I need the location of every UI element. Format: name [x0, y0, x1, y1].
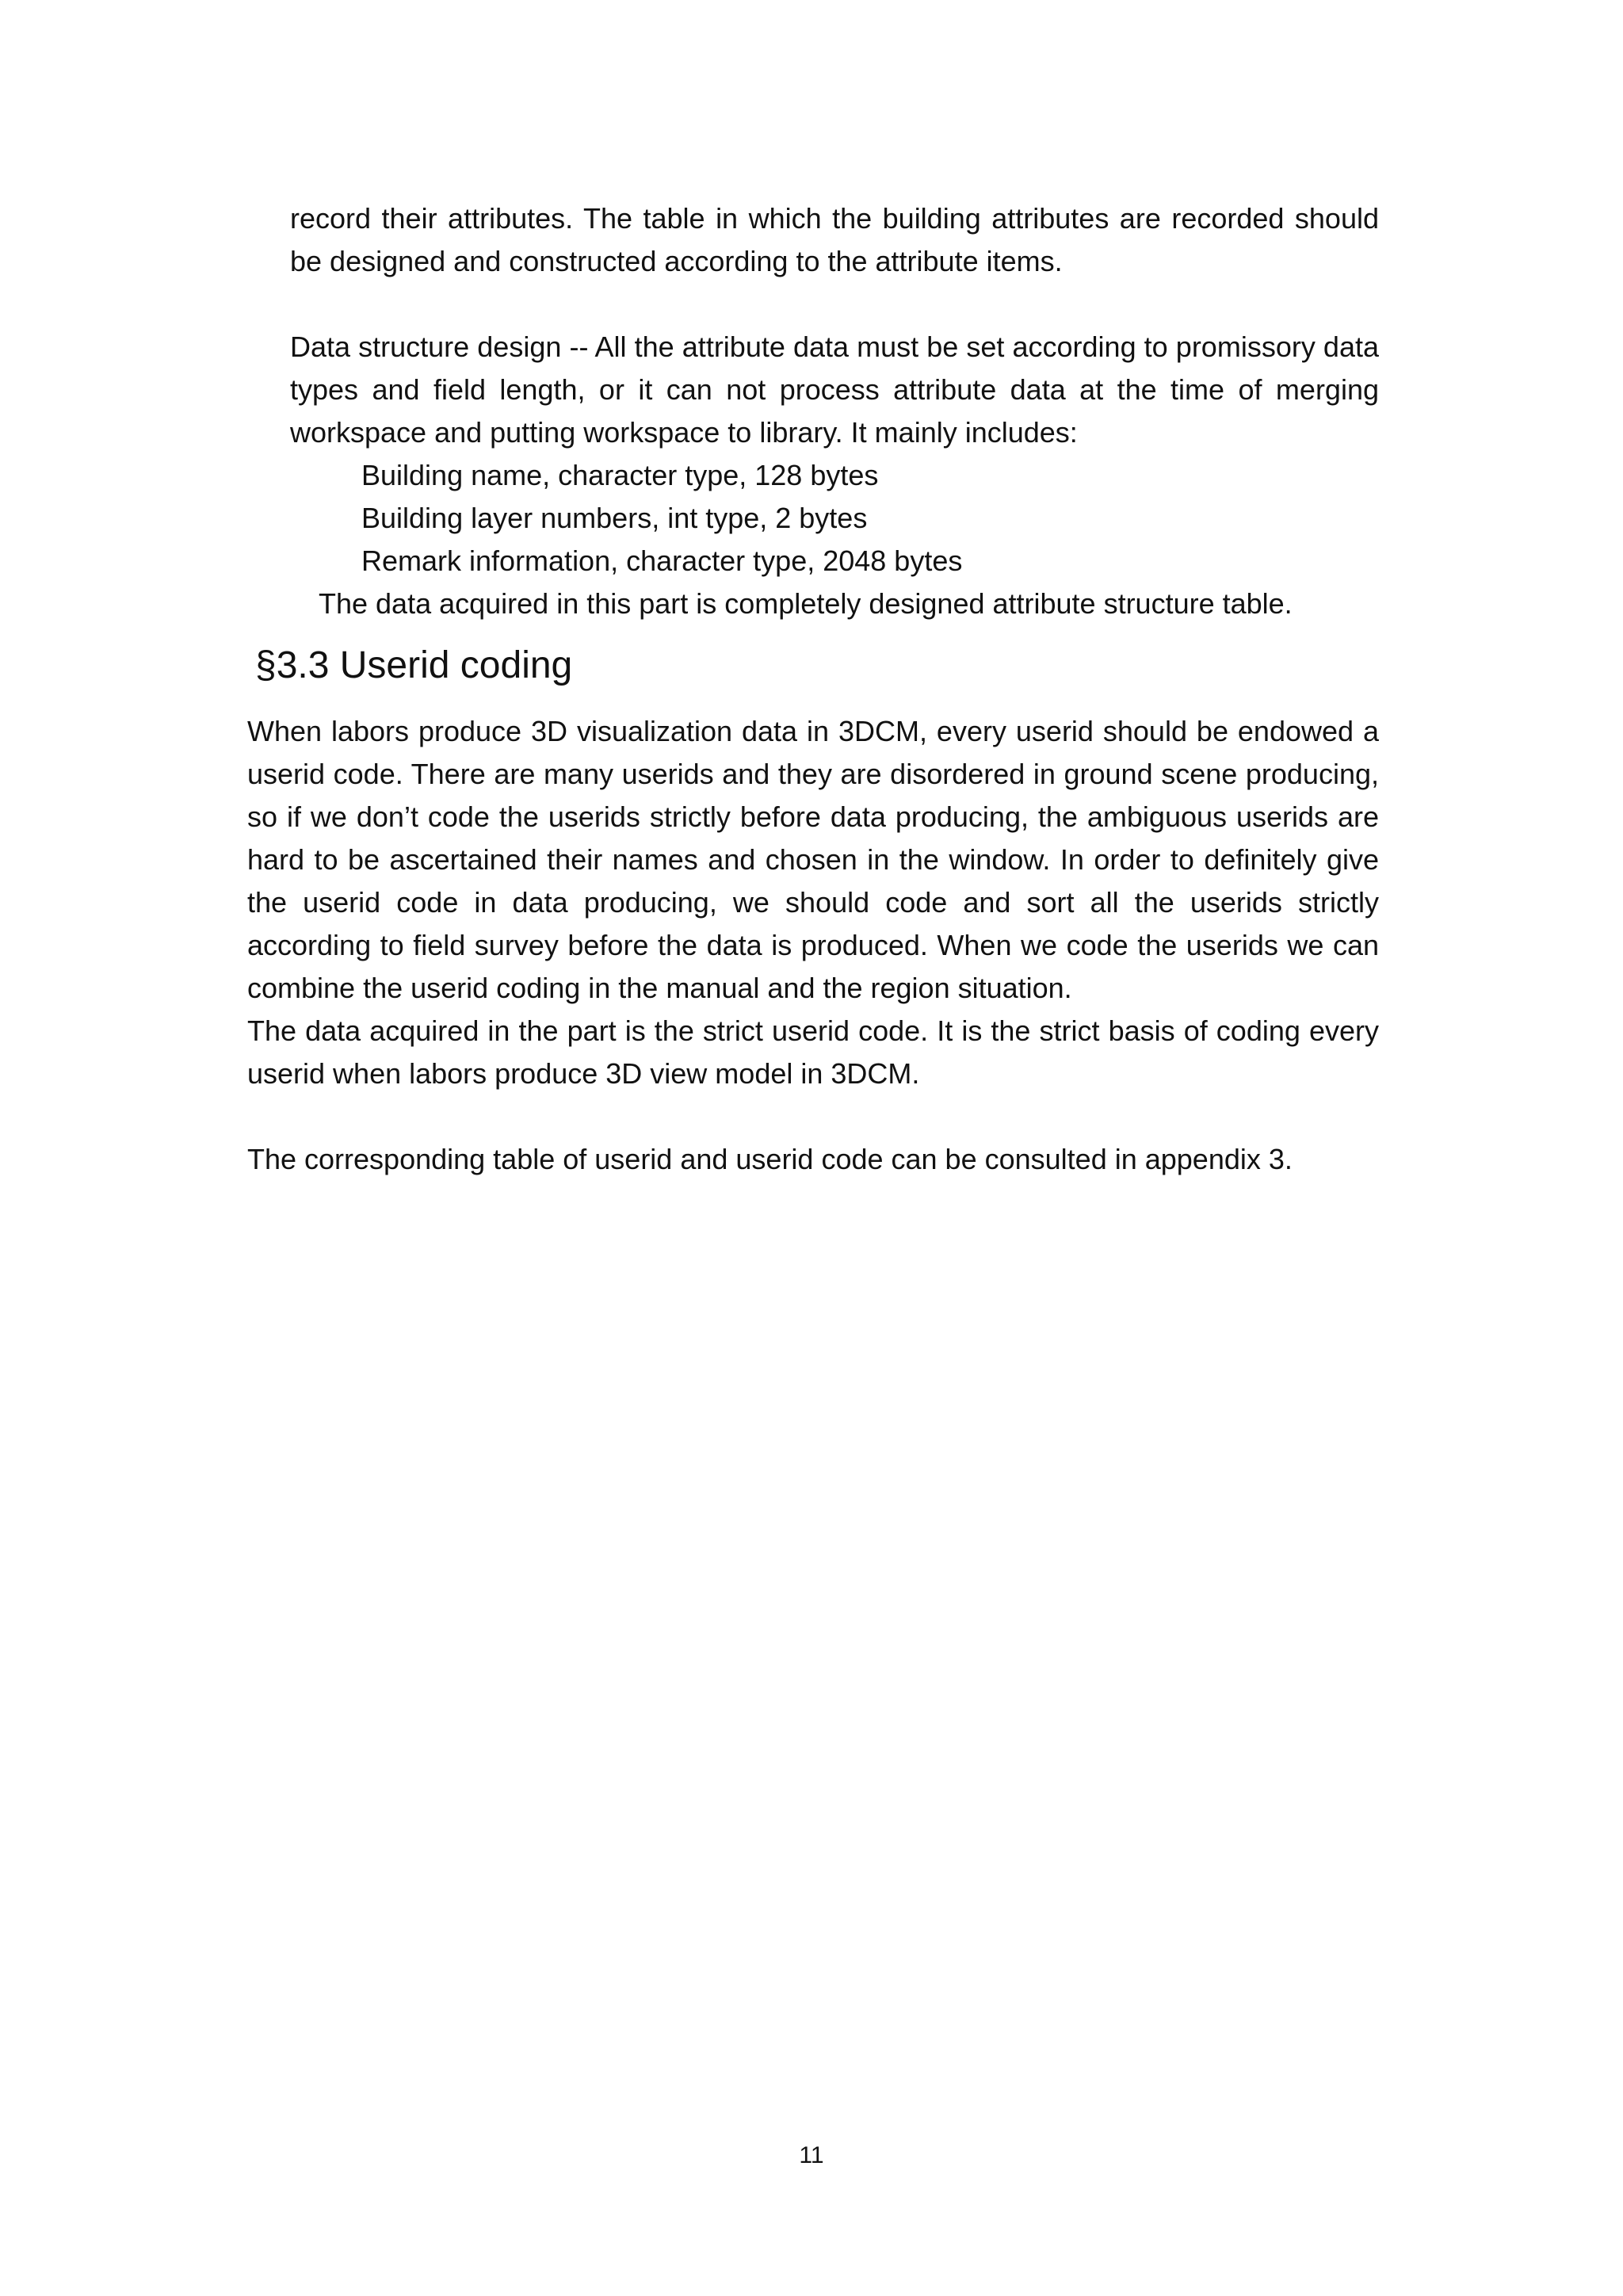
section-heading: §3.3 Userid coding: [255, 644, 573, 686]
userid-paragraph-2-text: The data acquired in the part is the strict userid code. It is the strict basis of coding every userid when labors produce 3D view model in 3DCM.: [247, 1014, 1379, 1090]
userid-paragraph-1: [247, 710, 1379, 1010]
userid-paragraph-2: [247, 1010, 1379, 1095]
appendix-note: [247, 1138, 1436, 1181]
data-structure-paragraph-text: Data structure design -- All the attribute data must be set according to promissory data types and field length, or it can not process attribute data at the time of merging workspace and putting workspace to library. It mainly includes:: [290, 330, 1379, 449]
appendix-note-text: The corresponding table of userid and userid code can be consulted in appendix 3.: [247, 1143, 1293, 1175]
data-structure-paragraph: [290, 326, 1379, 454]
intro-paragraph: [290, 197, 1379, 283]
attribute-item: Remark information, character type, 2048 bytes: [361, 544, 963, 577]
attribute-item: Building name, character type, 128 bytes: [361, 459, 879, 491]
intro-paragraph-text: record their attributes. The table in which the building attributes are recorded should be designed and constructed according to the attribute items.: [290, 202, 1379, 277]
attribute-item: Building layer numbers, int type, 2 bytes: [361, 502, 868, 534]
userid-paragraph-1-text: When labors produce 3D visualization data in 3DCM, every userid should be endowed a userid code. There are many userids and they are disordered in ground scene producing, so if we don’t code the userids strictly before data producing, the ambiguous userids are hard to be ascertained their names and chosen in the window. In order to definitely give the userid code in data producing, we should code and sort all the userids strictly according to field survey before the data is produced. When we code the userids we can combine the userid coding in the manual and the region situation.: [247, 715, 1379, 1004]
page-number: 11: [799, 2142, 824, 2168]
data-acquired-note-text: The data acquired in this part is completely designed attribute structure table.: [319, 587, 1293, 620]
data-acquired-note: [319, 583, 1428, 625]
attribute-items-list: [361, 454, 962, 583]
